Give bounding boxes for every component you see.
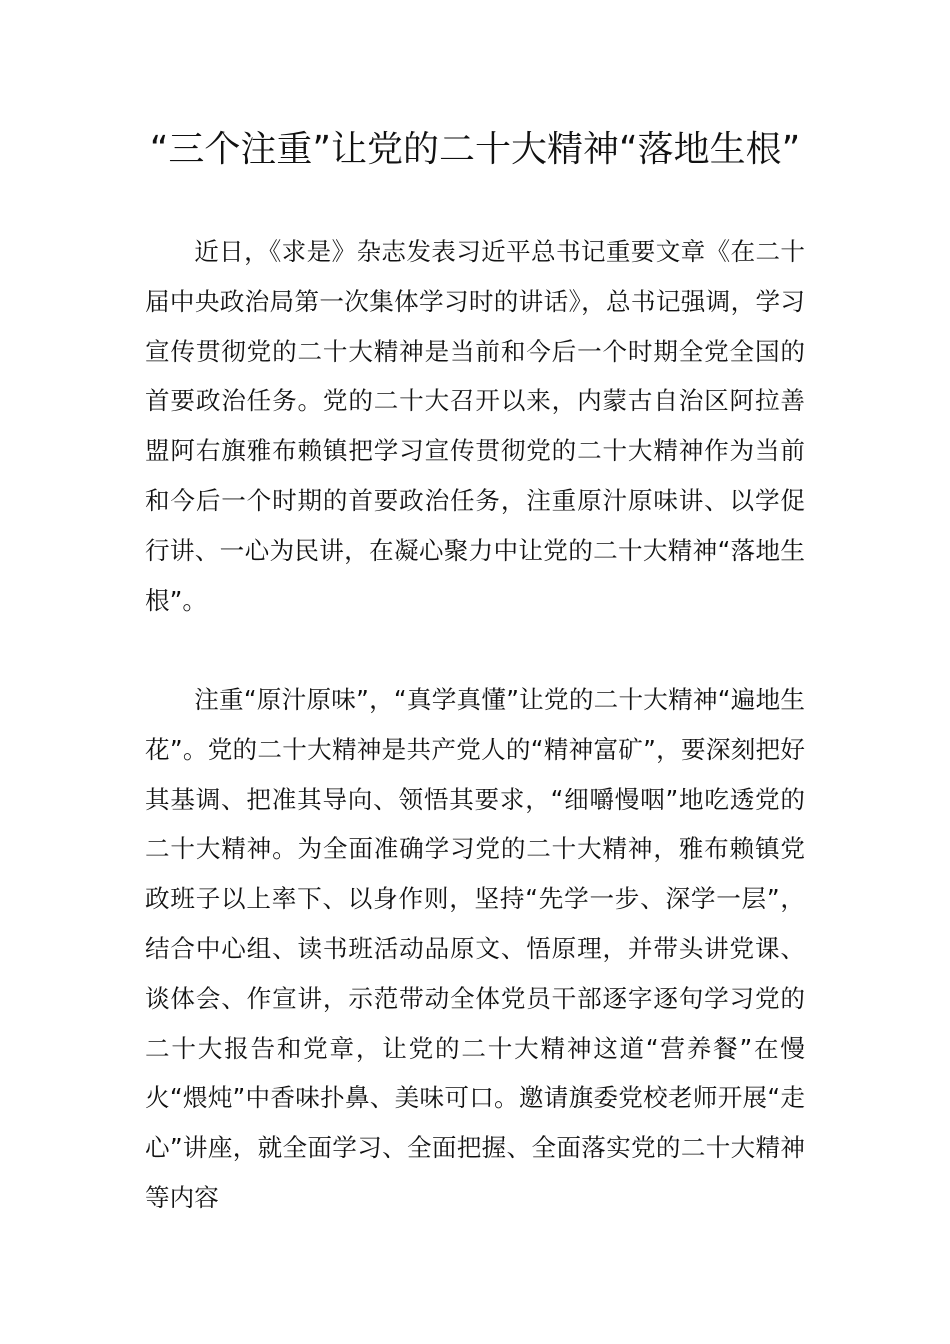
- paragraph-section-1: 注重“原汁原味”，“真学真懂”让党的二十大精神“遍地生花”。党的二十大精神是共产党人的“精神富矿”，要深刻把好其基调、把准其导向、领悟其要求，“细嚼慢咽”地吃透党的二十大精神。为全面准确学习党的二十大精神，雅布赖镇党政班子以上率下、以身作则，坚持“先学一步、深学一层”，结合中心组、读书班活动品原文、悟原理，并带头讲党课、谈体会、作宣讲，示范带动全体党员干部逐字逐句学习党的二十大报告和党章，让党的二十大精神这道“营养餐”在慢火“煨炖”中香味扑鼻、美味可口。邀请旗委党校老师开展“走心”讲座，就全面学习、全面把握、全面落实党的二十大精神等内容: [145, 685, 805, 1212]
- paragraph-intro: 近日，《求是》杂志发表习近平总书记重要文章《在二十届中央政治局第一次集体学习时的讲话》，总书记强调，学习宣传贯彻党的二十大精神是当前和今后一个时期全党全国的首要政治任务。党的二十大召开以来，内蒙古自治区阿拉善盟阿右旗雅布赖镇把学习宣传贯彻党的二十大精神作为当前和今后一个时期的首要政治任务，注重原汁原味讲、以学促行讲、一心为民讲，在凝心聚力中让党的二十大精神“落地生根”。: [145, 237, 805, 615]
- document-title: “三个注重”让党的二十大精神“落地生根”: [149, 129, 801, 170]
